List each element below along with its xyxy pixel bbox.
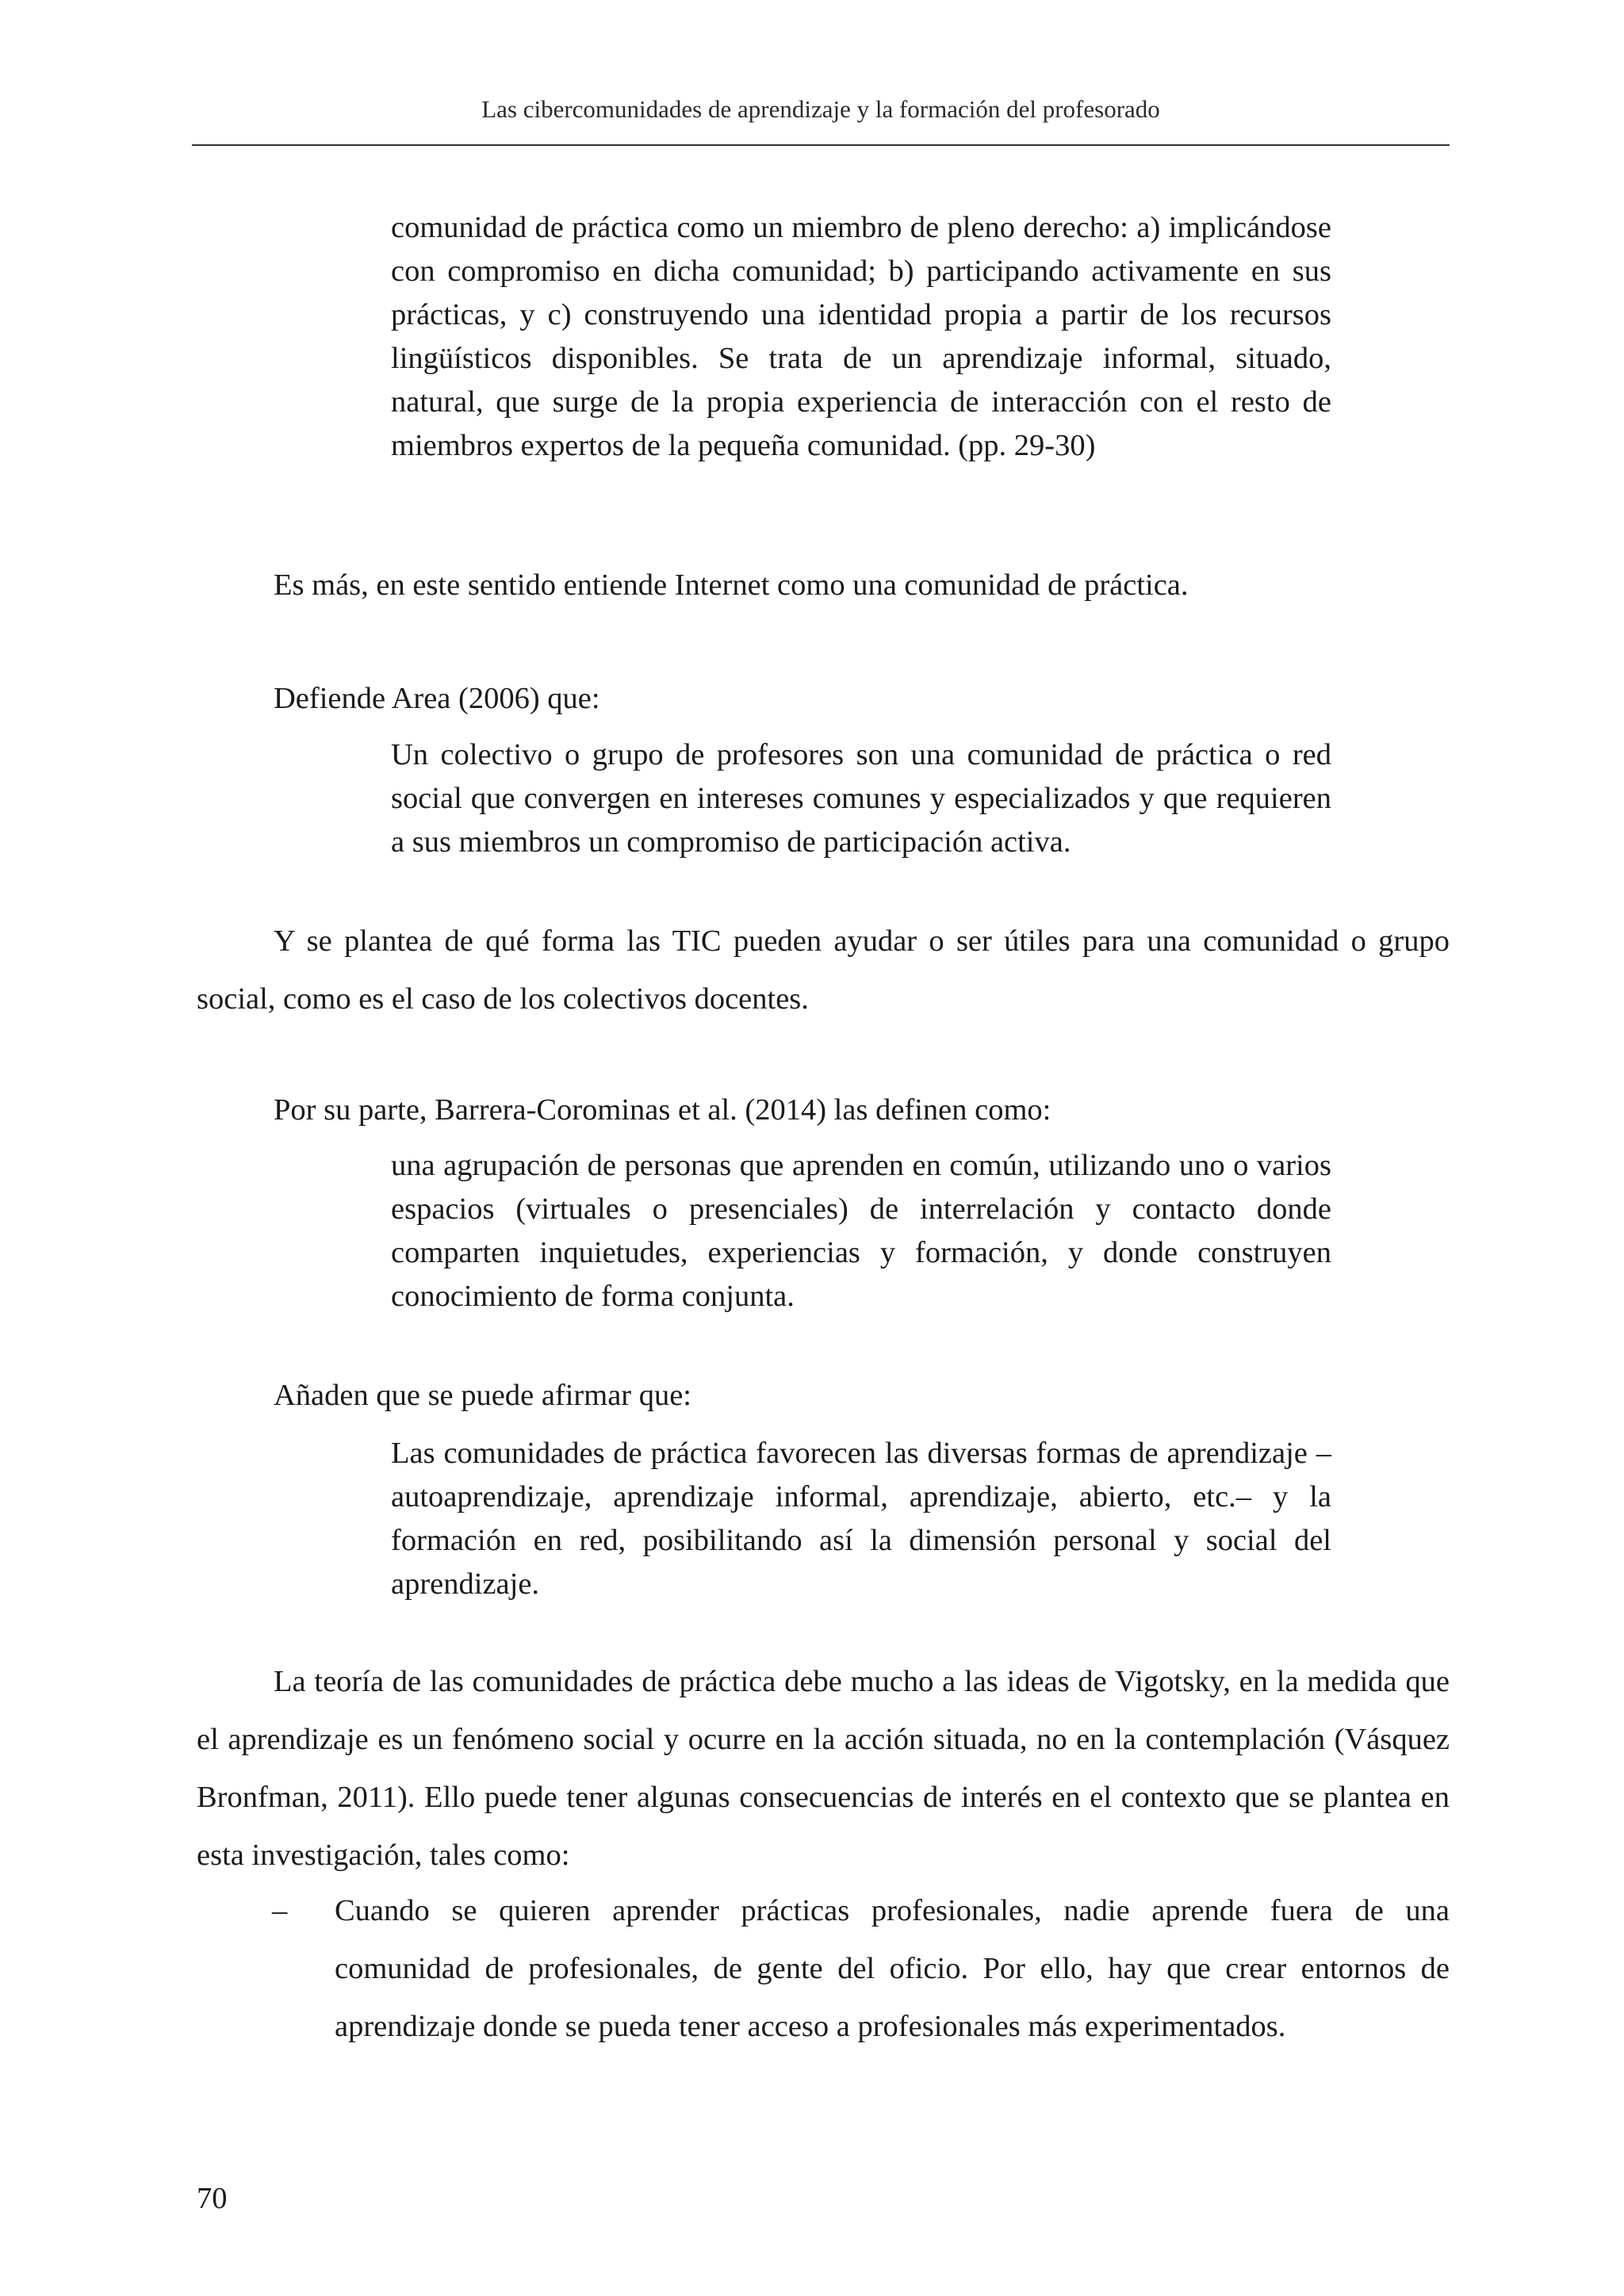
paragraph-vigotsky: La teoría de las comunidades de práctica debe mucho a las ideas de Vigotsky, en la medida que el aprendizaje es un fenómeno social y ocurre en la acción situada, no en la contemplación (Vásquez Bronfman, 2011). Ello puede tener algunas consecuencias de interés en el contexto que se plantea en esta investigación, tales como: <box>197 1665 1450 1872</box>
block-quote-barrera: una agrupación de personas que aprenden en común, utilizando uno o varios espacios (virtuales o presenciales) de interrelación y contacto donde comparten inquietudes, experiencias y formación, y donde construyen conocimiento de forma conjunta. <box>391 1149 1331 1313</box>
paragraph-internet: Es más, en este sentido entiende Internet como una comunidad de práctica. <box>274 568 1189 602</box>
block-quote-area: Un colectivo o grupo de profesores son una comunidad de práctica o red social que convergen en intereses comunes y especializados y que requieren a sus miembros un compromiso de participación activa. <box>391 738 1331 859</box>
block-quote-opening: comunidad de práctica como un miembro de pleno derecho: a) implicándose con compromiso en dicha comunidad; b) participando activamente en sus prácticas, y c) construyendo una identidad propia a partir de los recursos lingüísticos disponibles. Se trata de un aprendizaje informal, situado, natural, que surge de la propia experiencia de interacción con el resto de miembros expertos de la pequeña comunidad. (pp. 29-30) <box>391 211 1331 462</box>
block-quote-anaden: Las comunidades de práctica favorecen las diversas formas de aprendizaje –autoaprendizaje, aprendizaje informal, aprendizaje, abierto, etc.– y la formación en red, posibilitando así la dimensión personal y social del aprendizaje. <box>391 1437 1331 1601</box>
dash-bullet-icon: – <box>272 1894 288 1927</box>
list-item <box>197 1882 1450 2056</box>
quote-intro-anaden: Añaden que se puede afirmar que: <box>274 1379 692 1412</box>
running-header: Las cibercomunidades de aprendizaje y la formación del profesorado <box>481 95 1160 123</box>
quote-intro-area: Defiende Area (2006) que: <box>274 682 600 715</box>
quote-intro-barrera: Por su parte, Barrera-Corominas et al. (2014) las definen como: <box>274 1093 1051 1127</box>
list-item-text: Cuando se quieren aprender prácticas profesionales, nadie aprende fuera de una comunidad de profesionales, de gente del oficio. Por ello, hay que crear entornos de aprendizaje donde se pueda tener acceso a profesionales más experimentados. <box>335 1894 1450 2043</box>
page-number: 70 <box>197 2182 228 2215</box>
header-divider <box>192 144 1450 146</box>
paragraph-tic: Y se plantea de qué forma las TIC pueden ayudar o ser útiles para una comunidad o grupo social, como es el caso de los colectivos docentes. <box>197 924 1450 1016</box>
